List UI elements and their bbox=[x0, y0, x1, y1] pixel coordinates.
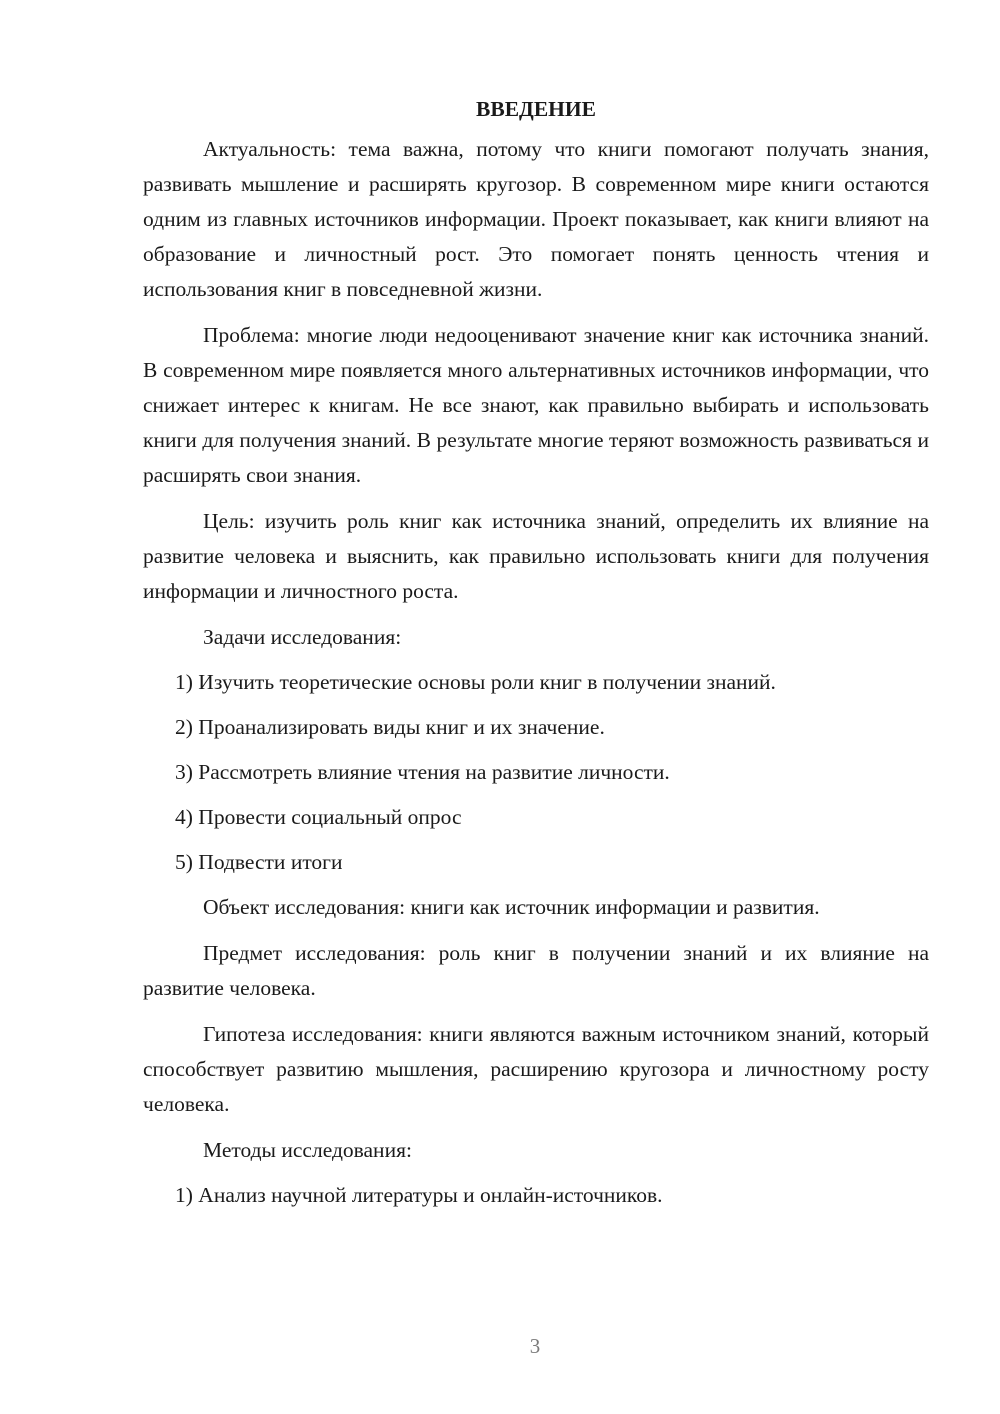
methods-title: Методы исследования: bbox=[203, 1138, 412, 1162]
object-paragraph: Объект исследования: книги как источник информации и развития. bbox=[203, 895, 820, 919]
problem-paragraph: Проблема: многие люди недооценивают значение книг как источника знаний. В современном мире появляется много альтернативных источников информации, что снижает интерес к книгам. Не все знают, как правильно выбирать и использовать книги для получения знаний. В результате многие теряют возможность развиваться и расширять свои знания. bbox=[143, 323, 929, 487]
goal-paragraph: Цель: изучить роль книг как источника знаний, определить их влияние на развитие человека и выяснить, как правильно использовать книги для получения информации и личностного роста. bbox=[143, 509, 929, 603]
task-item-5 bbox=[143, 845, 929, 880]
task-text: Провести социальный опрос bbox=[198, 805, 462, 829]
task-item-4 bbox=[143, 800, 929, 835]
page-content bbox=[143, 92, 929, 1223]
task-text: Рассмотреть влияние чтения на развитие личности. bbox=[198, 760, 670, 784]
task-number: 1) bbox=[175, 670, 193, 694]
task-item-2 bbox=[143, 710, 929, 745]
task-text: Изучить теоретические основы роли книг в получении знаний. bbox=[198, 670, 776, 694]
method-item-1 bbox=[143, 1178, 929, 1213]
relevance-paragraph: Актуальность: тема важна, потому что книги помогают получать знания, развивать мышление и расширять кругозор. В современном мире книги остаются одним из главных источников информации. Проект показывает, как книги влияют на образование и личностный рост. Это помогает понять ценность чтения и использования книг в повседневной жизни. bbox=[143, 137, 929, 301]
task-number: 5) bbox=[175, 850, 193, 874]
task-number: 2) bbox=[175, 715, 193, 739]
task-number: 4) bbox=[175, 805, 193, 829]
task-item-3 bbox=[143, 755, 929, 790]
method-text: Анализ научной литературы и онлайн-источников. bbox=[198, 1183, 663, 1207]
page-number: 3 bbox=[529, 1334, 541, 1358]
task-item-1 bbox=[143, 665, 929, 700]
task-text: Проанализировать виды книг и их значение. bbox=[198, 715, 605, 739]
task-number: 3) bbox=[175, 760, 193, 784]
hypothesis-paragraph: Гипотеза исследования: книги являются важным источником знаний, который способствует развитию мышления, расширению кругозора и личностному росту человека. bbox=[143, 1022, 929, 1116]
task-text: Подвести итоги bbox=[198, 850, 343, 874]
method-number: 1) bbox=[175, 1183, 193, 1207]
section-heading: ВВЕДЕНИЕ bbox=[476, 97, 596, 121]
tasks-title: Задачи исследования: bbox=[203, 625, 402, 649]
subject-paragraph: Предмет исследования: роль книг в получении знаний и их влияние на развитие человека. bbox=[143, 941, 929, 1000]
